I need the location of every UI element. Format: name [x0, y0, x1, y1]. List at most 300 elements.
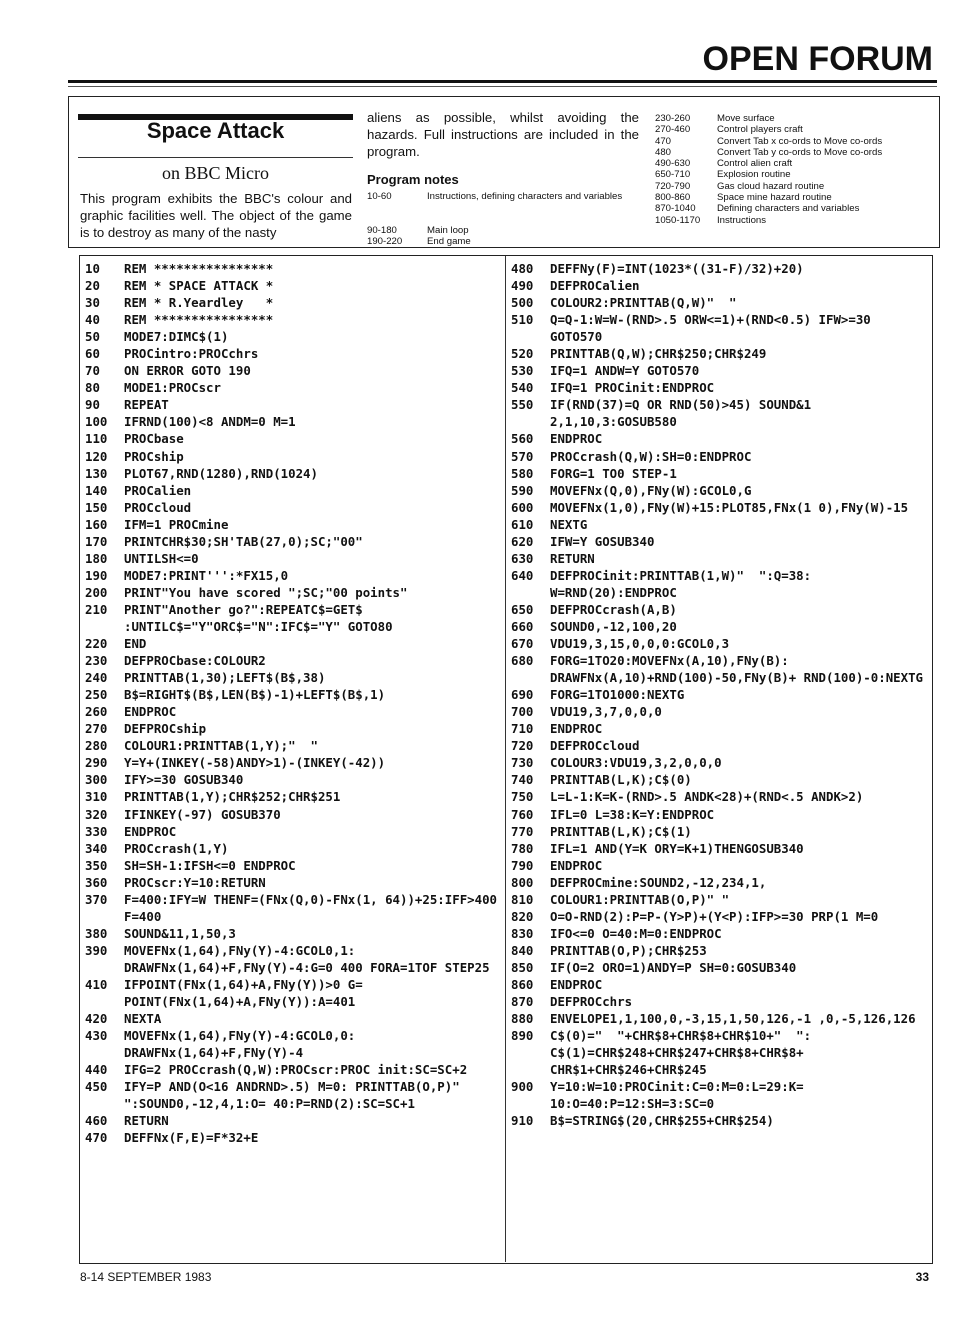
code-line	[85, 396, 503, 413]
line-number: 120	[85, 448, 108, 464]
line-number: 80	[85, 380, 100, 396]
code-text: IFRND(100)<8 ANDM=0 M=1	[124, 414, 296, 430]
code-line	[511, 396, 927, 430]
line-number: 870	[511, 994, 534, 1010]
line-number: 660	[511, 618, 534, 634]
code-line	[511, 516, 927, 533]
code-text: COLOUR2:PRINTTAB(Q,W)" "	[550, 295, 737, 311]
code-text: DEFFNx(F,E)=F*32+E	[124, 1130, 259, 1146]
code-text: Q=Q-1:W=W-(RND>.5 ORW<=1)+(RND<0.5) IFW>=30 GOTO570	[550, 312, 879, 345]
code-line	[511, 857, 927, 874]
code-text: END	[124, 636, 147, 652]
note-item	[655, 113, 925, 124]
code-text: IF(RND(37)=Q OR RND(50)>45) SOUND&1 2,1,10,3:GOSUB580	[550, 397, 819, 430]
code-text: IFW=Y GOSUB340	[550, 533, 655, 549]
code-text: REM * SPACE ATTACK *	[124, 278, 274, 294]
code-text: IFY>=30 GOSUB340	[124, 772, 244, 788]
code-line	[85, 754, 503, 771]
line-number: 260	[85, 704, 108, 720]
code-text: NEXTA	[124, 1011, 162, 1027]
line-number: 840	[511, 942, 534, 958]
line-number: 310	[85, 789, 108, 805]
code-text: IFINKEY(-97) GOSUB370	[124, 806, 281, 822]
code-text: FORG=1TO1000:NEXTG	[550, 687, 685, 703]
code-line	[511, 618, 927, 635]
line-number: 280	[85, 738, 108, 754]
code-text: ON ERROR GOTO 190	[124, 363, 251, 379]
note-item	[655, 124, 925, 135]
code-line	[85, 550, 503, 567]
note-item	[655, 169, 925, 180]
code-text: IFM=1 PROCmine	[124, 516, 229, 532]
code-line	[85, 1112, 503, 1129]
code-line	[85, 771, 503, 788]
article-subtitle: on BBC Micro	[161, 163, 269, 183]
note-range: 470	[655, 135, 672, 147]
program-notes-right	[655, 113, 925, 226]
code-text: O=O-RND(2):P=P-(Y>P)+(Y<P):IFP>=30 PRP(1 M=0	[550, 908, 879, 924]
code-text: PROCintro:PROCchrs	[124, 346, 259, 362]
note-item	[655, 147, 925, 158]
line-number: 250	[85, 687, 108, 703]
code-line	[511, 550, 927, 567]
code-text: Y=Y+(INKEY(-58)ANDY>1)-(INKEY(-42))	[124, 755, 386, 771]
line-number: 610	[511, 516, 534, 532]
line-number: 420	[85, 1011, 108, 1027]
program-notes-left	[367, 191, 642, 247]
note-desc: Convert Tab x co-ords to Move co-ords	[717, 135, 883, 147]
code-line	[85, 584, 503, 601]
line-number: 360	[85, 874, 108, 890]
code-text: PLOT67,RND(1280),RND(1024)	[124, 465, 318, 481]
code-line	[85, 482, 503, 499]
note-desc: Main loop	[427, 224, 469, 236]
code-text: DEFPROCcrash(A,B)	[550, 601, 677, 617]
code-line	[85, 874, 503, 891]
code-line	[85, 823, 503, 840]
program-listing-right	[511, 260, 927, 1129]
code-text: MODE7:DIMC$(1)	[124, 329, 229, 345]
note-range: 270-460	[655, 124, 691, 136]
code-line	[511, 1078, 927, 1112]
line-number: 880	[511, 1011, 534, 1027]
line-number: 890	[511, 1028, 534, 1044]
code-text: DEFFNy(F)=INT(1023*((31-F)/32)+20)	[550, 261, 804, 276]
code-line	[511, 294, 927, 311]
code-line	[511, 840, 927, 857]
code-line	[85, 652, 503, 669]
code-line	[85, 925, 503, 942]
line-number: 330	[85, 823, 108, 839]
code-text: NEXTG	[550, 516, 588, 532]
code-text: MOVEFNx(Q,0),FNy(W):GCOL0,G	[550, 482, 752, 498]
line-number: 450	[85, 1079, 108, 1095]
line-number: 350	[85, 857, 108, 873]
code-text: IFO<=0 O=40:M=0:ENDPROC	[550, 925, 722, 941]
code-line	[511, 1010, 927, 1027]
code-line	[85, 806, 503, 823]
footer-date: 8-14 SEPTEMBER 1983	[80, 1270, 212, 1284]
code-line	[85, 1129, 503, 1146]
note-range: 90-180	[367, 224, 397, 236]
line-number: 50	[85, 329, 100, 345]
line-number: 700	[511, 704, 534, 720]
note-item	[655, 203, 925, 214]
code-line	[85, 277, 503, 294]
code-line	[85, 1027, 503, 1061]
line-number: 470	[85, 1130, 108, 1146]
note-desc: Space mine hazard routine	[717, 192, 832, 204]
code-text: IFPOINT(FNx(1,64)+A,FNy(Y))>0 G= POINT(FNx(1,64)+A,FNy(Y)):A=401	[124, 976, 371, 1010]
code-line	[85, 857, 503, 874]
code-text: PRINT"You have scored ";SC;"00 points"	[124, 584, 408, 600]
line-number: 290	[85, 755, 108, 771]
code-line	[511, 823, 927, 840]
code-line	[511, 379, 927, 396]
code-line	[511, 686, 927, 703]
code-line	[85, 345, 503, 362]
note-desc: Control players craft	[717, 124, 803, 136]
line-number: 740	[511, 772, 534, 788]
note-desc: Control alien craft	[717, 158, 793, 170]
code-line	[511, 260, 927, 277]
code-text: MOVEFNx(1,64),FNy(Y)-4:GCOL0,0: DRAWFNx(1,64)+F,FNy(Y)-4	[124, 1028, 363, 1061]
code-line	[85, 720, 503, 737]
note-range: 800-860	[655, 192, 691, 204]
line-number: 710	[511, 721, 534, 737]
code-text: ENDPROC	[550, 431, 603, 447]
line-number: 720	[511, 738, 534, 754]
code-line	[85, 311, 503, 328]
line-number: 580	[511, 465, 534, 481]
code-line	[511, 567, 927, 601]
code-line	[511, 499, 927, 516]
line-number: 770	[511, 823, 534, 839]
note-desc: Gas cloud hazard routine	[717, 180, 825, 192]
line-number: 520	[511, 346, 534, 362]
line-number: 530	[511, 363, 534, 379]
note-item	[367, 202, 642, 225]
line-number: 160	[85, 516, 108, 532]
line-number: 590	[511, 482, 534, 498]
code-line	[511, 925, 927, 942]
code-line	[85, 362, 503, 379]
code-line	[85, 294, 503, 311]
note-desc: End game	[427, 236, 471, 248]
code-line	[85, 533, 503, 550]
line-number: 600	[511, 499, 534, 515]
code-line	[85, 840, 503, 857]
line-number: 60	[85, 346, 100, 362]
code-line	[85, 328, 503, 345]
code-text: DEFPROCship	[124, 721, 207, 737]
code-line	[511, 806, 927, 823]
code-line	[511, 942, 927, 959]
code-text: B$=STRING$(20,CHR$255+CHR$254)	[550, 1113, 774, 1129]
line-number: 800	[511, 874, 534, 890]
code-line	[511, 277, 927, 294]
header-rule-thin	[68, 86, 937, 87]
code-text: DEFPROCinit:PRINTTAB(1,W)" ":Q=38: W=RND(20):ENDPROC	[550, 567, 819, 600]
code-line	[511, 448, 927, 465]
note-desc: Move surface	[717, 113, 775, 124]
line-number: 460	[85, 1113, 108, 1129]
page-number: 33	[915, 1270, 929, 1284]
code-text: PROCship	[124, 448, 184, 464]
code-line	[511, 720, 927, 737]
note-range: 870-1040	[655, 203, 696, 215]
code-line	[85, 635, 503, 652]
line-number: 550	[511, 397, 534, 413]
code-text: ENDPROC	[124, 823, 177, 839]
code-text: DEFPROCalien	[550, 278, 640, 294]
code-text: IFL=0 L=38:K=Y:ENDPROC	[550, 806, 715, 822]
line-number: 680	[511, 653, 534, 669]
code-line	[511, 737, 927, 754]
header-rule	[68, 80, 937, 83]
line-number: 180	[85, 550, 108, 566]
line-number: 830	[511, 925, 534, 941]
code-text: DEFPROCmine:SOUND2,-12,234,1,	[550, 874, 767, 890]
line-number: 430	[85, 1028, 108, 1044]
code-text: COLOUR1:PRINTTAB(1,Y);" "	[124, 738, 318, 754]
listing-column-divider	[505, 256, 506, 1262]
line-number: 110	[85, 431, 108, 447]
note-item	[655, 215, 925, 226]
code-text: L=L-1:K=K-(RND>.5 ANDK<28)+(RND<.5 ANDK>2)	[550, 789, 864, 805]
code-line	[85, 1078, 503, 1112]
code-text: PRINTCHR$30;SH'TAB(27,0);SC;"00"	[124, 533, 363, 549]
note-range: 230-260	[655, 113, 691, 124]
line-number: 210	[85, 601, 108, 617]
code-line	[511, 874, 927, 891]
code-line	[85, 686, 503, 703]
line-number: 140	[85, 482, 108, 498]
note-range: 1050-1170	[655, 214, 701, 226]
note-range: 480	[655, 146, 672, 158]
code-line	[85, 499, 503, 516]
code-line	[511, 976, 927, 993]
code-line	[511, 754, 927, 771]
code-line	[511, 959, 927, 976]
code-text: COLOUR3:VDU19,3,2,0,0,0	[550, 755, 722, 771]
line-number: 750	[511, 789, 534, 805]
code-text: COLOUR1:PRINTTAB(O,P)" "	[550, 891, 730, 907]
code-text: REM * R.Yeardley *	[124, 295, 274, 311]
code-text: ENDPROC	[124, 704, 177, 720]
line-number: 410	[85, 976, 108, 992]
code-line	[511, 788, 927, 805]
code-line	[85, 942, 503, 976]
code-line	[511, 533, 927, 550]
title-rule	[78, 157, 353, 158]
code-line	[511, 1027, 927, 1078]
line-number: 130	[85, 465, 108, 481]
code-line	[85, 1061, 503, 1078]
line-number: 340	[85, 840, 108, 856]
line-number: 620	[511, 533, 534, 549]
code-text: PROCcrash(1,Y)	[124, 840, 229, 856]
code-line	[85, 737, 503, 754]
line-number: 730	[511, 755, 534, 771]
line-number: 690	[511, 687, 534, 703]
code-text: PRINTTAB(L,K);C$(1)	[550, 823, 692, 839]
line-number: 440	[85, 1062, 108, 1078]
note-desc: Defining characters and variables	[717, 203, 860, 215]
line-number: 300	[85, 772, 108, 788]
code-line	[511, 362, 927, 379]
code-line	[511, 993, 927, 1010]
code-text: PRINTTAB(O,P);CHR$253	[550, 942, 707, 958]
line-number: 230	[85, 653, 108, 669]
article-title: Space Attack	[146, 118, 285, 143]
line-number: 20	[85, 278, 100, 294]
code-text: IFL=1 AND(Y=K ORY=K+1)THENGOSUB340	[550, 840, 804, 856]
note-item	[367, 236, 642, 247]
line-number: 780	[511, 840, 534, 856]
code-text: SOUND0,-12,100,20	[550, 618, 677, 634]
line-number: 240	[85, 670, 108, 686]
note-desc: Instructions, defining characters and variables	[427, 191, 623, 202]
note-range: 720-790	[655, 180, 691, 192]
code-line	[85, 430, 503, 447]
line-number: 640	[511, 567, 534, 583]
code-line	[511, 482, 927, 499]
code-line	[511, 703, 927, 720]
code-text: Y=10:W=10:PROCinit:C=0:M=0:L=29:K= 10:O=40:P=12:SH=3:SC=0	[550, 1079, 812, 1112]
code-text: MODE7:PRINT''':*FX15,0	[124, 567, 289, 583]
code-line	[85, 379, 503, 396]
code-line	[511, 908, 927, 925]
code-text: IFY=P AND(O<16 ANDRND>.5) M=0: PRINTTAB(O,P)" ":SOUND0,-12,4,1:O= 40:P=RND(2):SC=SC+1	[124, 1079, 468, 1112]
code-text: SOUND&11,1,50,3	[124, 925, 236, 941]
line-number: 900	[511, 1079, 534, 1095]
code-text: PRINTTAB(Q,W);CHR$250;CHR$249	[550, 346, 767, 362]
code-text: DEFPROCchrs	[550, 994, 633, 1010]
code-text: PROCscr:Y=10:RETURN	[124, 874, 266, 890]
code-line	[85, 260, 503, 277]
code-line	[511, 1112, 927, 1129]
code-line	[511, 635, 927, 652]
line-number: 510	[511, 312, 534, 328]
code-line	[85, 413, 503, 430]
code-line	[85, 601, 503, 635]
line-number: 200	[85, 584, 108, 600]
note-desc: Instructions	[717, 214, 767, 226]
code-text: ENDPROC	[550, 857, 603, 873]
code-text: IFQ=1 PROCinit:ENDPROC	[550, 380, 715, 396]
code-text: PROCalien	[124, 482, 192, 498]
code-text: IFG=2 PROCcrash(Q,W):PROCscr:PROC init:SC=SC+2	[124, 1062, 468, 1078]
intro-paragraph-1: This program exhibits the BBC's colour and graphic facilities well. The object of the game is to destroy as many of the nasty	[80, 191, 352, 240]
code-text: PRINTTAB(L,K);C$(0)	[550, 772, 692, 788]
code-line	[85, 1010, 503, 1027]
code-line	[85, 567, 503, 584]
line-number: 860	[511, 976, 534, 992]
line-number: 850	[511, 959, 534, 975]
code-line	[511, 345, 927, 362]
code-text: VDU19,3,7,0,0,0	[550, 704, 662, 720]
line-number: 370	[85, 891, 108, 907]
note-item	[655, 158, 925, 169]
code-text: PROCcloud	[124, 499, 192, 515]
program-listing-left	[85, 260, 503, 1146]
code-text: PRINTTAB(1,Y);CHR$252;CHR$251	[124, 789, 341, 805]
code-line	[85, 669, 503, 686]
code-line	[85, 976, 503, 1010]
code-text: REM ****************	[124, 261, 274, 276]
line-number: 70	[85, 363, 100, 379]
code-text: REM ****************	[124, 312, 274, 328]
note-range: 490-630	[655, 158, 691, 170]
code-text: PROCbase	[124, 431, 184, 447]
code-text: C$(0)=" "+CHR$8+CHR$8+CHR$10+" ": C$(1)=CHR$248+CHR$247+CHR$8+CHR$8+ CHR$1+CHR$246+CHR$245	[550, 1028, 819, 1078]
line-number: 910	[511, 1113, 534, 1129]
code-text: REPEAT	[124, 397, 169, 413]
line-number: 390	[85, 942, 108, 958]
line-number: 540	[511, 380, 534, 396]
note-range: 10-60	[367, 191, 392, 202]
line-number: 270	[85, 721, 108, 737]
code-text: ENDPROC	[550, 976, 603, 992]
line-number: 320	[85, 806, 108, 822]
line-number: 630	[511, 550, 534, 566]
code-text: DEFPROCbase:COLOUR2	[124, 653, 266, 669]
note-range: 190-220	[367, 236, 403, 248]
code-line	[511, 430, 927, 447]
code-text: RETURN	[550, 550, 595, 566]
code-line	[511, 891, 927, 908]
code-text: IF(O=2 ORO=1)ANDY=P SH=0:GOSUB340	[550, 959, 797, 975]
line-number: 810	[511, 891, 534, 907]
note-item	[655, 181, 925, 192]
line-number: 380	[85, 925, 108, 941]
line-number: 100	[85, 414, 108, 430]
note-desc: Explosion routine	[717, 169, 791, 181]
line-number: 150	[85, 499, 108, 515]
code-line	[85, 891, 503, 925]
code-text: MODE1:PROCscr	[124, 380, 221, 396]
code-text: RETURN	[124, 1113, 169, 1129]
line-number: 760	[511, 806, 534, 822]
code-text: PROCcrash(Q,W):SH=0:ENDPROC	[550, 448, 752, 464]
line-number: 10	[85, 261, 100, 276]
line-number: 500	[511, 295, 534, 311]
line-number: 220	[85, 636, 108, 652]
program-notes-heading: Program notes	[367, 172, 459, 187]
code-line	[85, 448, 503, 465]
line-number: 190	[85, 567, 108, 583]
code-line	[85, 516, 503, 533]
line-number: 670	[511, 636, 534, 652]
line-number: 490	[511, 278, 534, 294]
code-text: ENVELOPE1,1,100,0,-3,15,1,50,126,-1 ,0,-5,126,126	[550, 1011, 916, 1027]
line-number: 90	[85, 397, 100, 413]
line-number: 560	[511, 431, 534, 447]
note-item	[655, 136, 925, 147]
code-text: SH=SH-1:IFSH<=0 ENDPROC	[124, 857, 296, 873]
code-text: MOVEFNx(1,0),FNy(W)+15:PLOT85,FNx(1 0),FNy(W)-15	[550, 499, 909, 515]
code-line	[511, 601, 927, 618]
code-line	[511, 465, 927, 482]
code-text: IFQ=1 ANDW=Y GOTO570	[550, 363, 700, 379]
note-item	[655, 192, 925, 203]
code-line	[511, 311, 927, 345]
line-number: 790	[511, 857, 534, 873]
line-number: 480	[511, 261, 534, 276]
note-desc: Convert Tab y co-ords to Move co-ords	[717, 146, 883, 158]
intro-paragraph-2: aliens as possible, whilst avoiding the hazards. Full instructions are included in the program.	[367, 110, 639, 159]
